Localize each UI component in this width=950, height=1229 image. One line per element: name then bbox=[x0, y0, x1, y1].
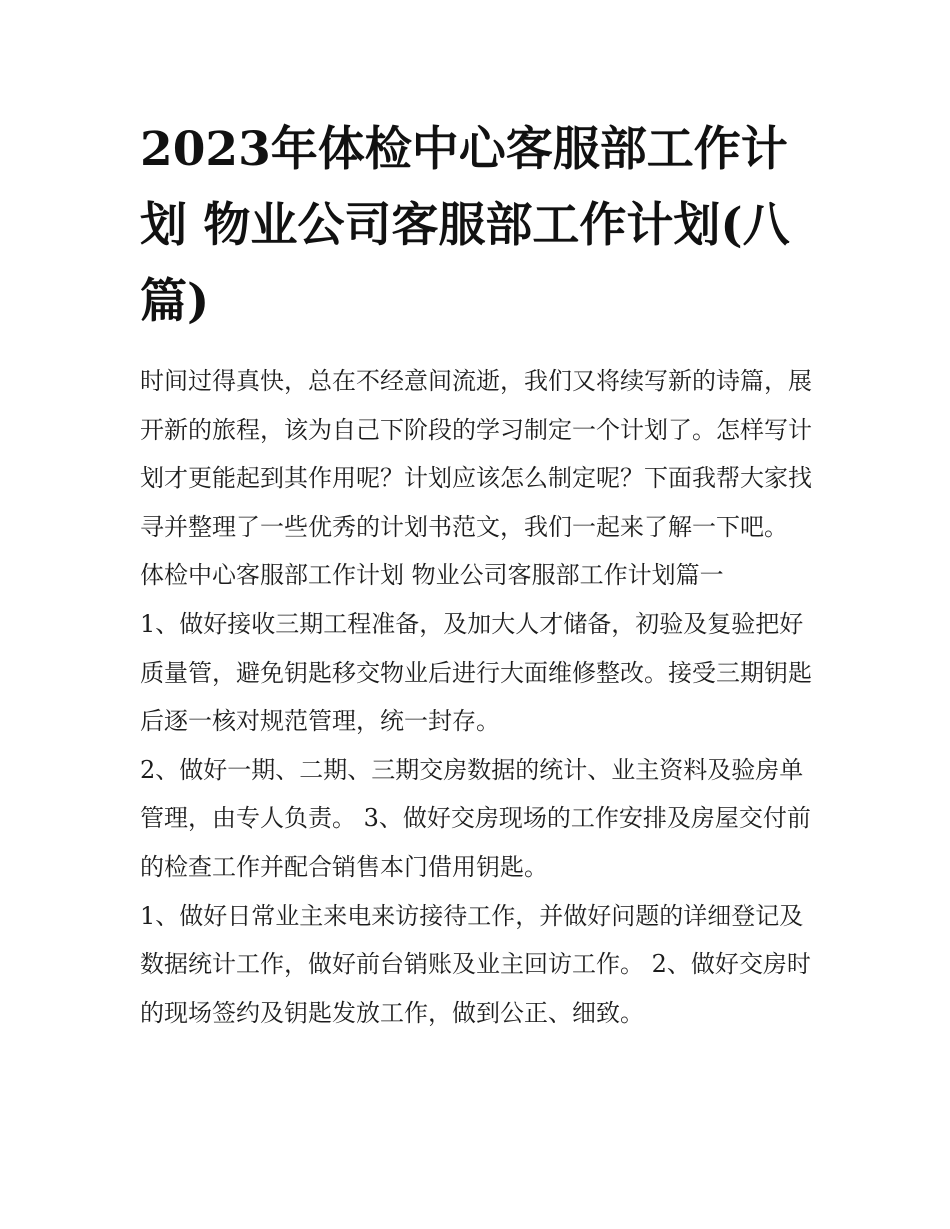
intro-paragraph: 时间过得真快，总在不经意间流逝，我们又将续写新的诗篇，展开新的旅程，该为自己下阶段的学习制定一个计划了。怎样写计划才更能起到其作用呢？计划应该怎么制定呢？下面我帮大家找寻并整理了一些优秀的计划书范文，我们一起来了解一下吧。 bbox=[140, 367, 812, 541]
document-body bbox=[140, 357, 820, 1037]
body-paragraph: 1、做好接收三期工程准备，及加大人才储备，初验及复验把好质量管，避免钥匙移交物业后进行大面维修整改。接受三期钥匙后逐一核对规范管理，统一封存。 bbox=[140, 609, 812, 736]
section-heading: 体检中心客服部工作计划 物业公司客服部工作计划篇一 bbox=[140, 561, 724, 590]
body-paragraph: 1、做好日常业主来电来访接待工作，并做好问题的详细登记及数据统计工作，做好前台销账及业主回访工作。 2、做好交房时的现场签约及钥匙发放工作，做到公正、细致。 bbox=[140, 901, 811, 1027]
document-title: 2023年体检中心客服部工作计划 物业公司客服部工作计划(八篇) bbox=[140, 122, 790, 329]
body-paragraph: 2、做好一期、二期、三期交房数据的统计、业主资料及验房单管理，由专人负责。 3、做好交房现场的工作安排及房屋交付前的检查工作并配合销售本门借用钥匙。 bbox=[140, 755, 811, 881]
